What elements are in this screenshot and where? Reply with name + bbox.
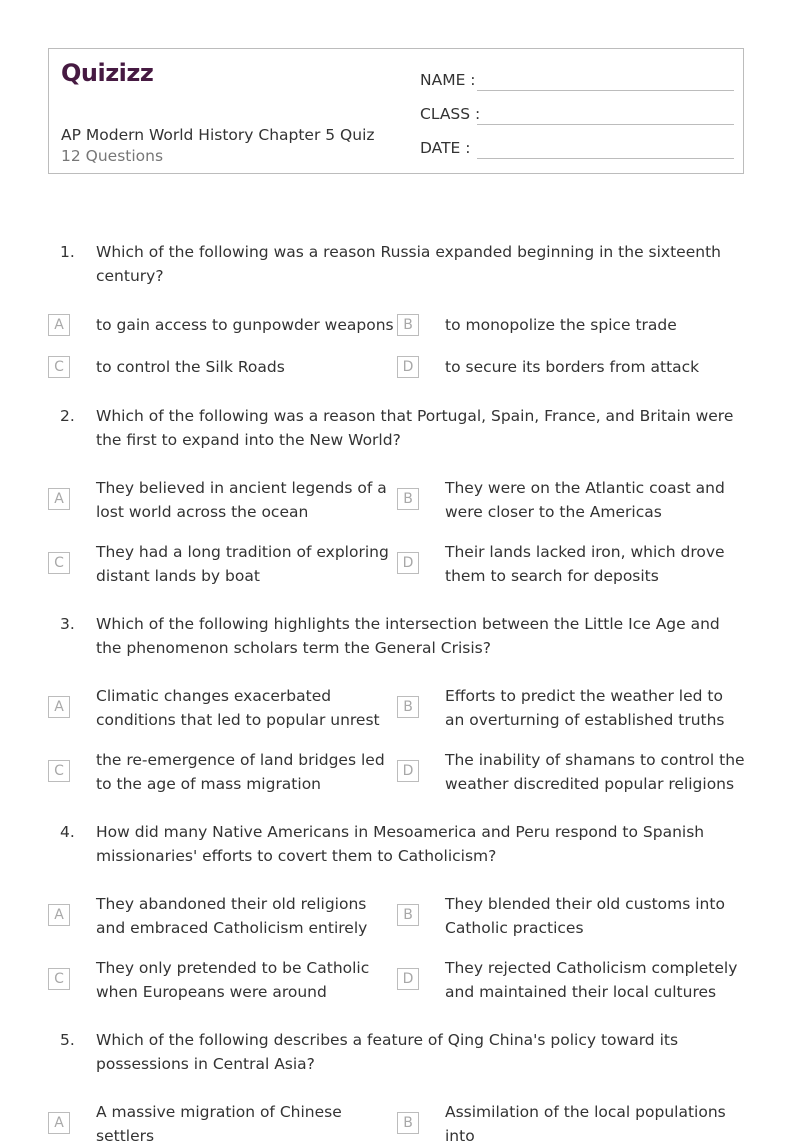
date-label: DATE : [420, 139, 471, 157]
question-count: 12 Questions [61, 147, 164, 165]
option-b-box[interactable]: B [397, 904, 419, 926]
name-line[interactable] [477, 90, 734, 91]
class-label: CLASS : [420, 105, 481, 123]
option-b-text: to monopolize the spice trade [445, 316, 677, 334]
quiz-title: AP Modern World History Chapter 5 Quiz [61, 126, 375, 144]
option-c-text: to control the Silk Roads [96, 358, 285, 376]
option-a-text: They abandoned their old religions and embraced Catholicism entirely [96, 895, 368, 937]
option-a-box[interactable]: A [48, 1112, 70, 1134]
quizizz-logo: Quizizz [61, 59, 154, 87]
option-d-text: to secure its borders from attack [445, 358, 700, 376]
class-line[interactable] [477, 124, 734, 125]
question-number: 1. [60, 243, 75, 261]
option-a-text: to gain access to gunpowder weapons [96, 316, 394, 334]
option-a-box[interactable]: A [48, 696, 70, 718]
name-label: NAME : [420, 71, 476, 89]
question-number: 4. [60, 823, 75, 841]
worksheet-header [48, 48, 744, 174]
class-field[interactable] [420, 101, 734, 125]
question-text: Which of the following describes a feature of Qing China's policy toward its possessions in Central Asia? [96, 1031, 679, 1073]
option-d-box[interactable]: D [397, 356, 419, 378]
option-b-box[interactable]: B [397, 1112, 419, 1134]
option-a-text: Climatic changes exacerbated conditions that led to popular unrest [96, 687, 380, 729]
option-b-box[interactable]: B [397, 488, 419, 510]
question-number: 5. [60, 1031, 75, 1049]
option-d-text: The inability of shamans to control the weather discredited popular religions [445, 751, 745, 793]
option-c-text: They only pretended to be Catholic when Europeans were around [96, 959, 370, 1001]
option-a-box[interactable]: A [48, 488, 70, 510]
question-number: 2. [60, 407, 75, 425]
option-d-box[interactable]: D [397, 760, 419, 782]
option-a-text: They believed in ancient legends of a lost world across the ocean [96, 479, 387, 521]
option-b-text: Efforts to predict the weather led to an overturning of established truths [445, 687, 725, 729]
date-field[interactable] [420, 135, 734, 159]
question-number: 3. [60, 615, 75, 633]
option-b-text: They blended their old customs into Catholic practices [445, 895, 725, 937]
question-text: Which of the following was a reason that Portugal, Spain, France, and Britain were the first to expand into the New World? [96, 407, 734, 449]
option-d-text: They rejected Catholicism completely and maintained their local cultures [445, 959, 738, 1001]
option-a-box[interactable]: A [48, 904, 70, 926]
option-b-text: Assimilation of the local populations into [445, 1103, 726, 1145]
option-b-box[interactable]: B [397, 314, 419, 336]
question-text: Which of the following highlights the intersection between the Little Ice Age and the phenomenon scholars term the General Crisis? [96, 615, 720, 657]
option-d-text: Their lands lacked iron, which drove them to search for deposits [445, 543, 725, 585]
option-c-box[interactable]: C [48, 760, 70, 782]
option-c-box[interactable]: C [48, 968, 70, 990]
option-d-box[interactable]: D [397, 552, 419, 574]
question-text: How did many Native Americans in Mesoamerica and Peru respond to Spanish missionaries' efforts to covert them to Catholicism? [96, 823, 705, 865]
date-line[interactable] [477, 158, 734, 159]
option-b-box[interactable]: B [397, 696, 419, 718]
option-c-text: They had a long tradition of exploring distant lands by boat [96, 543, 389, 585]
option-a-text: A massive migration of Chinese settlers [96, 1103, 342, 1145]
question-text: Which of the following was a reason Russia expanded beginning in the sixteenth century? [96, 243, 721, 285]
option-c-box[interactable]: C [48, 356, 70, 378]
option-c-text: the re-emergence of land bridges led to the age of mass migration [96, 751, 385, 793]
name-field[interactable] [420, 67, 734, 91]
option-a-box[interactable]: A [48, 314, 70, 336]
option-d-box[interactable]: D [397, 968, 419, 990]
option-c-box[interactable]: C [48, 552, 70, 574]
option-b-text: They were on the Atlantic coast and were closer to the Americas [445, 479, 725, 521]
